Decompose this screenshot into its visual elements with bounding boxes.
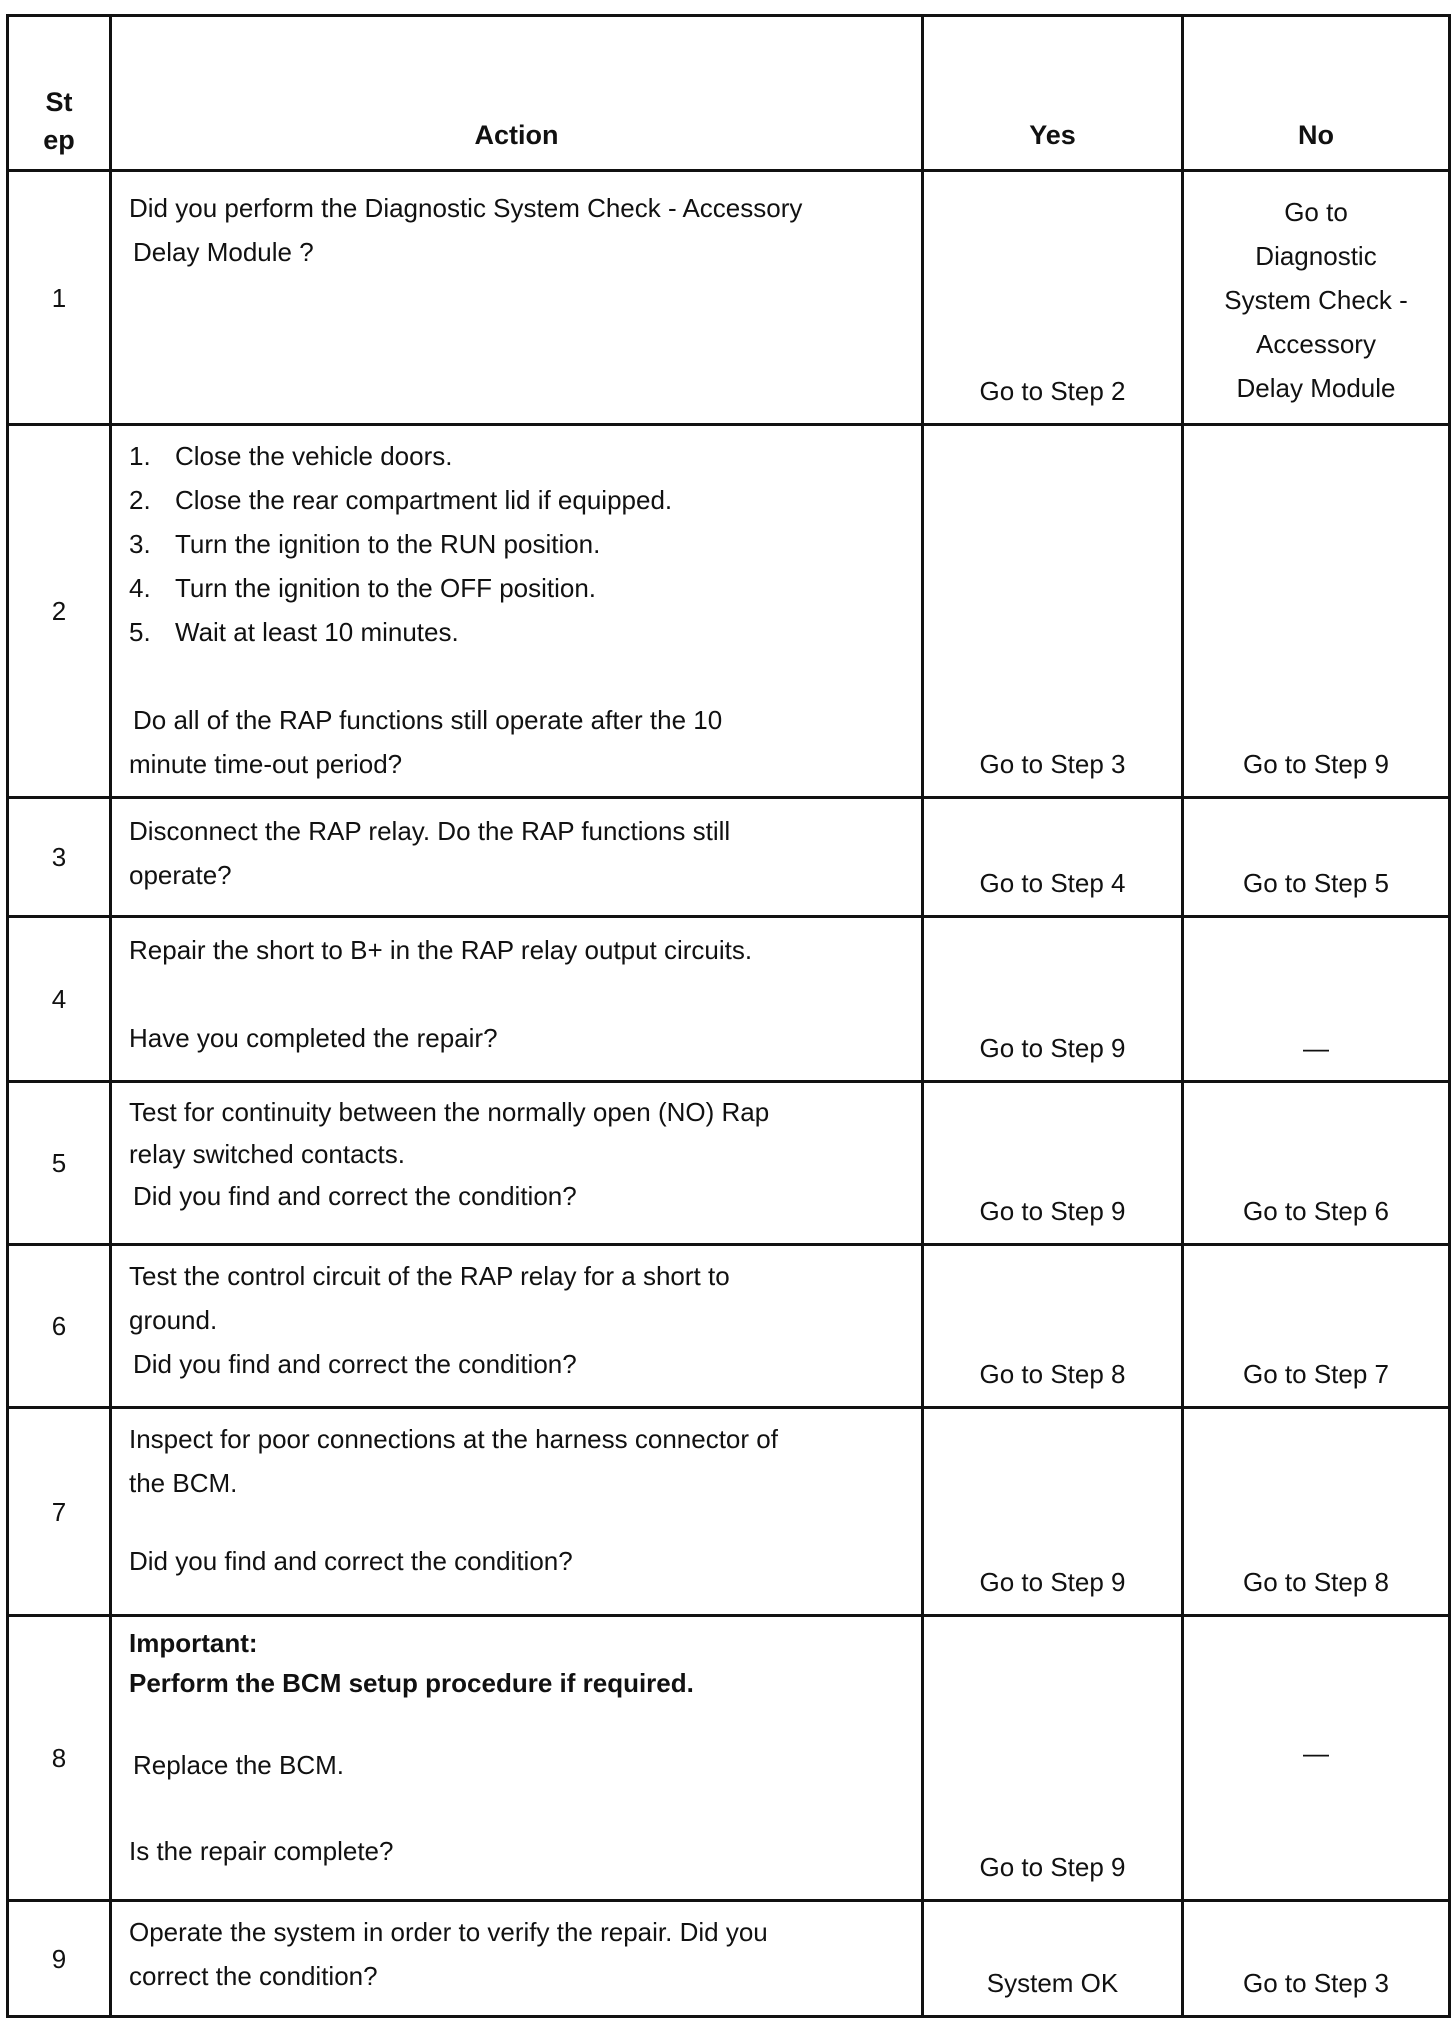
- action-cell: [111, 425, 923, 798]
- header-yes: Yes: [923, 16, 1183, 171]
- step-number: 6: [8, 1245, 111, 1408]
- action-text: minute time-out period?: [129, 749, 403, 779]
- step-list: [129, 434, 903, 654]
- action-cell: [111, 1245, 923, 1408]
- header-no: No: [1183, 16, 1450, 171]
- header-step-line2: ep: [43, 125, 75, 155]
- no-cell: Go to Step 5: [1183, 798, 1450, 917]
- no-text: Go to: [1284, 197, 1348, 227]
- action-cell: [111, 798, 923, 917]
- step-number: 3: [8, 798, 111, 917]
- no-text: System Check -: [1224, 285, 1408, 315]
- table-row: [8, 1616, 1450, 1901]
- yes-cell: Go to Step 4: [923, 798, 1183, 917]
- no-cell: —: [1183, 917, 1450, 1082]
- table-row: [8, 1082, 1450, 1245]
- no-cell: Go to Step 9: [1183, 425, 1450, 798]
- action-text: Test the control circuit of the RAP relay for a short to: [129, 1261, 730, 1291]
- step-number: 9: [8, 1901, 111, 2017]
- action-text: Did you find and correct the condition?: [133, 1181, 577, 1211]
- list-text: Wait at least 10 minutes.: [175, 617, 459, 647]
- list-number: 1.: [129, 441, 151, 471]
- spacer: [129, 1785, 903, 1831]
- list-text: Close the rear compartment lid if equipped.: [175, 485, 673, 515]
- step-number: 7: [8, 1408, 111, 1616]
- table-row: [8, 171, 1450, 425]
- yes-cell: Go to Step 8: [923, 1245, 1183, 1408]
- spacer: [129, 654, 903, 698]
- action-text: Delay Module ?: [133, 237, 314, 267]
- list-item: [129, 522, 903, 566]
- step-number: 8: [8, 1616, 111, 1901]
- table-row: [8, 1245, 1450, 1408]
- spacer: [129, 1505, 903, 1539]
- table-row: [8, 798, 1450, 917]
- action-cell: [111, 1408, 923, 1616]
- table-row: [8, 1901, 1450, 2017]
- step-number: 2: [8, 425, 111, 798]
- table-row: [8, 425, 1450, 798]
- action-text: Did you find and correct the condition?: [129, 1546, 573, 1576]
- table-row: [8, 1408, 1450, 1616]
- no-text: Delay Module: [1236, 373, 1396, 403]
- step-number: 1: [8, 171, 111, 425]
- action-text: Repair the short to B+ in the RAP relay output circuits.: [129, 935, 753, 965]
- spacer: [129, 972, 903, 1016]
- action-cell: [111, 1616, 923, 1901]
- no-cell: Go to Step 7: [1183, 1245, 1450, 1408]
- list-number: 3.: [129, 529, 151, 559]
- step-number: 4: [8, 917, 111, 1082]
- action-text: Did you find and correct the condition?: [133, 1349, 577, 1379]
- important-label: Important:: [129, 1628, 258, 1658]
- action-text: Is the repair complete?: [129, 1836, 394, 1866]
- yes-cell: System OK: [923, 1901, 1183, 2017]
- action-text: Did you perform the Diagnostic System Check - Accessory: [129, 193, 803, 223]
- yes-cell: Go to Step 9: [923, 1408, 1183, 1616]
- list-text: Turn the ignition to the RUN position.: [175, 529, 601, 559]
- yes-cell: Go to Step 9: [923, 1616, 1183, 1901]
- action-cell: [111, 917, 923, 1082]
- list-text: Close the vehicle doors.: [175, 441, 453, 471]
- list-item: [129, 434, 903, 478]
- list-number: 5.: [129, 617, 151, 647]
- action-text: operate?: [129, 860, 232, 890]
- table-row: [8, 917, 1450, 1082]
- action-text: Replace the BCM.: [133, 1750, 344, 1780]
- no-text: Diagnostic: [1255, 241, 1377, 271]
- action-text: Inspect for poor connections at the harness connector of: [129, 1424, 778, 1454]
- list-item: [129, 566, 903, 610]
- action-text: Test for continuity between the normally open (NO) Rap: [129, 1097, 770, 1127]
- action-text: correct the condition?: [129, 1961, 378, 1991]
- header-step-line1: St: [45, 87, 73, 117]
- header-step: [8, 16, 111, 171]
- yes-cell: Go to Step 9: [923, 917, 1183, 1082]
- action-text: Operate the system in order to verify the repair. Did you: [129, 1917, 768, 1947]
- spacer: [129, 1703, 903, 1745]
- important-text: Perform the BCM setup procedure if required.: [129, 1668, 694, 1698]
- yes-cell: Go to Step 2: [923, 171, 1183, 425]
- no-cell: [1183, 171, 1450, 425]
- no-text: Accessory: [1256, 329, 1376, 359]
- no-cell: Go to Step 8: [1183, 1408, 1450, 1616]
- list-number: 2.: [129, 485, 151, 515]
- yes-cell: Go to Step 3: [923, 425, 1183, 798]
- list-item: [129, 610, 903, 654]
- action-text: Have you completed the repair?: [129, 1023, 498, 1053]
- step-number: 5: [8, 1082, 111, 1245]
- action-cell: [111, 171, 923, 425]
- action-text: ground.: [129, 1305, 218, 1335]
- header-row: [8, 16, 1450, 171]
- action-text: the BCM.: [129, 1468, 238, 1498]
- diagnostic-table: [6, 14, 1451, 2018]
- list-number: 4.: [129, 573, 151, 603]
- no-cell: Go to Step 3: [1183, 1901, 1450, 2017]
- no-cell: —: [1183, 1616, 1450, 1901]
- action-text: relay switched contacts.: [129, 1139, 406, 1169]
- header-action: Action: [111, 16, 923, 171]
- action-text: Do all of the RAP functions still operate after the 10: [133, 705, 723, 735]
- yes-cell: Go to Step 9: [923, 1082, 1183, 1245]
- list-item: [129, 478, 903, 522]
- no-cell: Go to Step 6: [1183, 1082, 1450, 1245]
- action-cell: [111, 1082, 923, 1245]
- action-cell: [111, 1901, 923, 2017]
- list-text: Turn the ignition to the OFF position.: [175, 573, 597, 603]
- action-text: Disconnect the RAP relay. Do the RAP functions still: [129, 816, 731, 846]
